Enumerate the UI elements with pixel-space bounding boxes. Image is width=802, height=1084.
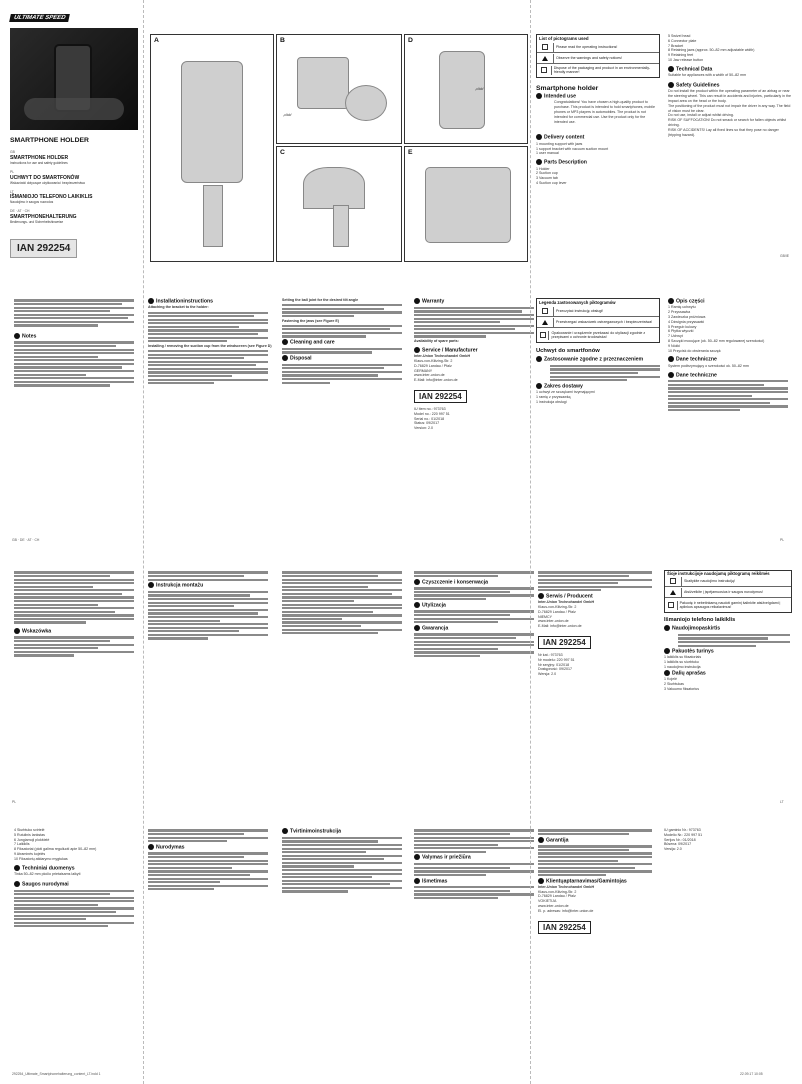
lt-parts-column: 4 Siurbtuko svirtelė 5 Rutulinis lankstas 6 Jungiamoji plokštelė 7 Laikiklis 8 Fiksatoriai (ploti galima reguliuoti apie 50–82 mm) 9 Atraminės kojelės 10 Fiksatorių atidarymo mygtukas Techniniai duomenys Tinka 50–82 mm pločio prietaisams laikyti Saugos nurodymai — [14, 828, 138, 1048]
gb-warranty-heading: Warranty — [414, 298, 538, 305]
lt-warranty-column — [538, 828, 656, 1048]
pl-disposal-heading: Utylizacja — [414, 602, 538, 609]
gb-intro-column — [536, 34, 660, 254]
gb-right-column — [668, 34, 792, 254]
sheet-pl-lt — [0, 560, 802, 812]
lt-warranty-heading: Garantija — [538, 837, 656, 844]
cover-column — [10, 6, 138, 256]
pl-manufacturer: Inter-Union Technohandel GmbH Klaus-von-Klitzing-Str. 2 D-76829 Landau / Pfalz NIEMCY www.inter-union.de E-Mail: info@inter-union.de — [538, 600, 595, 629]
pl-warnings-heading: Wskazówka — [14, 628, 138, 635]
pl-safety-heading: Dane techniczne — [668, 372, 792, 379]
page-code-lt: LT — [780, 800, 784, 804]
gb-delivery-list: 1 mounting support with jaws 1 support bracket with vacuum suction mount 1 user manual — [536, 141, 609, 156]
language-list — [10, 150, 138, 224]
lt-delivery-heading: Pakuotės turinys — [664, 648, 792, 655]
language-entry — [10, 209, 138, 224]
pl-section-title: Uchwyt do smartfonów — [536, 348, 600, 354]
gb-warranty-column: Warranty Availability of spare parts: Service / Manufacturer Inter-Union Technohandel GmbH Klaus-von-Klitzing-Str. 2 D-76829 Landau / Pfalz GERMANY www.inter-union.de E-Mail: info@inter-union.de IAN 292254 IU Item no.: 973763 Model no.: 220 997 51 Serial no.: 01/2018 Status: 09/2017 Version: 2.0 — [414, 298, 538, 528]
gb-safety-text: Do not install the product within the operating parameter of an airbag or near the steering wheel. This can result in accidents and injuries, particularly in the impact area on the head or the body. The positioning of the product must not impair the driver in any way. The field of vision must be clear. Do not use, install or adjust whilst driving. RISK OF SUFFOCATION! Do not smack or search for fallen objects whilst driving. RISK OF ACCIDENTS! Lay all fixed lines so that they pose no danger (tripping hazard). — [668, 89, 791, 137]
lt-service-heading: Klientųaptarnavimas/Gamintojas — [538, 878, 656, 885]
cover-photo — [10, 28, 138, 130]
pl-tech-heading: Dane techniczne — [668, 356, 792, 363]
lt-care-heading: Valymas ir priežiūra — [414, 854, 538, 861]
gb-install-column: Installationinstructions Attaching the bracket to the holder: Installing / removing the suction cup from the windscreen (see Figure D) — [148, 298, 272, 498]
language-entry — [10, 190, 138, 205]
gb-parts-heading: Parts Description — [536, 159, 660, 166]
gb-install-heading: Installationinstructions — [148, 298, 272, 305]
lt-notes-column — [148, 828, 272, 1048]
language-subtitle: Wskazówki dotyczące użytkowania i bezpieczeństwa — [10, 180, 85, 185]
gb-disposal-heading: Disposal — [282, 355, 406, 362]
lt-pictogram-legend: Šioje instrukcijoje naudojamų piktogramų reikšmės Skaitykite naudojimo instrukciją! Atsižvelkite į įspėjamuosius ir saugos nurodymus! Pakuotę ir nebetinkamą naudoti gaminį šalinkite atsižvelgdami į aplinkos apsaugos reikalavimus! — [664, 570, 792, 613]
page-code: GB/IE — [780, 254, 790, 258]
lt-tech-heading: Techniniai duomenys — [14, 865, 138, 872]
language-entry — [10, 150, 138, 165]
pictogram-legend: List of pictograms used Please read the operating instructions! Observe the warnings and safety notices! Dispose of the packaging and product in an environmentally-friendly manner! — [536, 34, 660, 78]
page-code-pl: PL — [780, 538, 785, 542]
pl-ident: Nr kat.: 973763 Nr modelu: 220 997 51 Nr seryjny: 01/2018 Dostępność: 09/2017 Wersja: 2.0 — [538, 653, 575, 677]
lt-manufacturer: Inter-Union Technohandel GmbH Klaus-von-Klitzing-Str. 2 D-76829 Landau / Pfalz VOKIETIJA www.inter-union.de El. p. adresas: info@inter-union.de — [538, 884, 595, 913]
pl-delivery-heading: Zakres dostawy — [536, 383, 660, 390]
pl-intro-column: Legenda zastosowanych piktogramów Przeczytać instrukcję obsługi! Przestrzegać wskazówek ostrzegawczych i bezpieczeństwa! Opakowanie i urządzenie przekazać do utylizacji zgodnie z przepisami o ochronie środowiska! Uchwyt do smartfonów Zastosowanie zgodne z przeznaczeniem Zakres dostawy 1 uchwyt ze szczękami trzymającymi 1 ramię z przyssawką 1 instrukcja obsługi — [536, 298, 660, 528]
gb-intended-use-heading: Intended use — [536, 93, 660, 100]
language-title: UCHWYT DO SMARTFONÓW — [10, 174, 80, 181]
gb-section-title: Smartphone holder — [536, 85, 599, 92]
ian-badge: IAN 292254 — [10, 239, 77, 258]
panel-a: A — [150, 34, 274, 262]
gb-parts-list-1: 1 Holder 2 Suction cup 3 Vacuum tab 4 Suction cup lever — [536, 166, 567, 185]
lt-notes-heading: Nurodymas — [148, 844, 272, 851]
language-title: SMARTPHONE HOLDER — [10, 154, 69, 161]
pl-care-column — [414, 570, 538, 800]
gb-notes-heading: Notes — [14, 333, 138, 340]
panel-c: C — [276, 146, 402, 262]
sheet-gb-pl — [0, 286, 802, 548]
pl-parts-heading: Opis części — [668, 298, 792, 305]
lt-install-heading: Tvirtinimoinstrukcija — [282, 828, 406, 835]
panel-b: B „click“ — [276, 34, 402, 144]
sheet-cover — [0, 0, 802, 262]
pl-ian: IAN 292254 — [538, 636, 591, 649]
pl-warranty-heading: Gwarancja — [414, 625, 538, 632]
pl-cleaning-heading: Czyszczenie i konserwacja — [414, 579, 538, 586]
language-code: DE · AT · CH — [10, 209, 30, 214]
pl-parts-column: Opis części 1 Ramię uchwytu 2 Przyssawka 3 Zawleczka próżniowa 4 Dźwignia przyssawki 5 Przegub kulowy 6 Płytka wtyczki 7 Uchwyt 8 Szczęki mocujące (ok. 50–82 mm regulowanej szerokości) 9 Nóżki 10 Przycisk do otwierania szczęk Dane techniczne System podtrzymujący o szerokości ok. 50–82 mm Dane techniczne — [668, 298, 792, 528]
product-title: SMARTPHONE HOLDER — [10, 137, 89, 144]
page-code-pl-2: PL — [12, 800, 17, 804]
panel-d: D „click“ — [404, 34, 528, 144]
gb-ian: IAN 292254 — [414, 390, 467, 403]
pl-warnings-column — [14, 570, 138, 800]
lt-section-title: Išmaniojo telefono laikiklis — [664, 617, 736, 623]
language-entry — [10, 170, 138, 185]
gb-manufacturer: Inter-Union Technohandel GmbH Klaus-von-Klitzing-Str. 2 D-76829 Landau / Pfalz GERMANY www.inter-union.de E-Mail: info@inter-union.de — [414, 354, 471, 383]
lt-safety-heading: Saugos nurodymai — [14, 881, 138, 888]
figure-area — [150, 34, 526, 260]
gb-cleaning-heading: Cleaning and care — [282, 339, 406, 346]
language-code: PL — [10, 169, 15, 174]
pl-use-heading: Zastosowanie zgodne z przeznaczeniem — [536, 356, 660, 363]
lt-disposal-heading: Išmetimas — [414, 878, 538, 885]
pl-pictogram-legend: Legenda zastosowanych piktogramów Przeczytać instrukcję obsługi! Przestrzegać wskazówek ostrzegawczych i bezpieczeństwa! Opakowanie i urządzenie przekazać do utylizacji zgodnie z przepisami o ochronie środowiska! — [536, 298, 660, 343]
gb-parts-list-2: 5 Swivel head 6 Connector plate 7 Bracket 8 Retaining jaws (approx. 50–82 mm adjustable width) 9 Retaining feet 10 Jaw release button — [668, 34, 755, 62]
footer-date: 22.09.17 10:05 — [740, 1072, 763, 1076]
lt-care-column — [414, 828, 538, 1048]
lt-use-heading: Naudojimopaskirtis — [664, 625, 792, 632]
footer-file: 292254_Ultimate_Smartphonehalterung_content_LT.indd 1 — [12, 1072, 101, 1076]
pl-steps-column — [282, 570, 406, 800]
language-code: LT — [10, 189, 14, 194]
gb-tech-text: Suitable for appliances with a width of 50–82 mm — [668, 73, 747, 78]
language-subtitle: Bedienungs- und Sicherheitshinweise — [10, 220, 64, 225]
lt-ian: IAN 292254 — [538, 921, 591, 934]
gb-notes-column — [14, 298, 138, 498]
language-title: SMARTPHONEHALTERUNG — [10, 214, 77, 221]
lt-ident: IU gaminio Nr.: 973763 Modelio Nr.: 220 997 51 Serijos Nr.: 01/2018 Būsena: 09/2017 Versija: 2.0 — [664, 828, 703, 852]
fold-line-1 — [143, 0, 144, 1084]
language-subtitle: Instructions for use and safety guidelines — [10, 160, 68, 165]
lt-intro-column: Šioje instrukcijoje naudojamų piktogramų reikšmės Skaitykite naudojimo instrukciją! Atsižvelkite į įspėjamuosius ir saugos nurodymus! Pakuotę ir nebetinkamą naudoti gaminį šalinkite atsižvelgdami į aplinkos apsaugos reikalavimus! Išmaniojo telefono laikiklis Naudojimopaskirtis Pakuotės turinys 1 laikiklis su fiksatoriais 1 laikiklis su siurbtuku 1 naudojimo instrukcija Dalių aprašas 1 Kojelė 2 Siurbtukas 3 Vakuumo fiksatorius — [664, 570, 792, 800]
gb-delivery-heading: Delivery content — [536, 134, 660, 141]
lt-install-column — [282, 828, 406, 1048]
gb-ident: IU Item no.: 973763 Model no.: 220 997 51 Serial no.: 01/2018 Status: 09/2017 Version: 2.0 — [414, 406, 450, 431]
language-subtitle: Naudojimo ir saugos nuorodos — [10, 200, 54, 205]
gb-tech-heading: Technical Data — [668, 66, 792, 73]
lt-ident-column — [664, 828, 792, 1048]
pl-service-heading: Serwis / Producent — [538, 593, 656, 600]
gb-intended-use-text: Congratulations! You have chosen a high-quality product to purchase. This product is intended to hold smartphones, mobile phones or MP3 players in automobiles. The product is not intended for commercial use. Use the product only for the intended use. — [554, 100, 656, 124]
language-title: IŠMANIOJO TELEFONO LAIKIKLIS — [10, 194, 93, 201]
brand-logo: ULTIMATE SPEED — [9, 14, 70, 22]
panel-e: E — [404, 146, 528, 262]
language-code: GB — [10, 150, 15, 154]
pl-install-heading: Instrukcja montażu — [148, 582, 272, 589]
fold-line-2 — [530, 0, 531, 1084]
gb-tilt-column: Setting the ball joint for the desired tilt angle Fastening the jaws (see Figure E) Cleaning and care Disposal — [282, 298, 406, 498]
lt-parts-heading: Dalių aprašas — [664, 670, 792, 677]
sheet-lt — [0, 818, 802, 1080]
pl-service-column — [538, 570, 656, 800]
gb-service-heading: Service / Manufacturer — [414, 347, 538, 354]
pl-install-column — [148, 570, 272, 800]
gb-safety-heading: Safety Guidelines — [668, 82, 792, 89]
page-code-gb: GB · DE · AT · CH — [12, 538, 40, 542]
